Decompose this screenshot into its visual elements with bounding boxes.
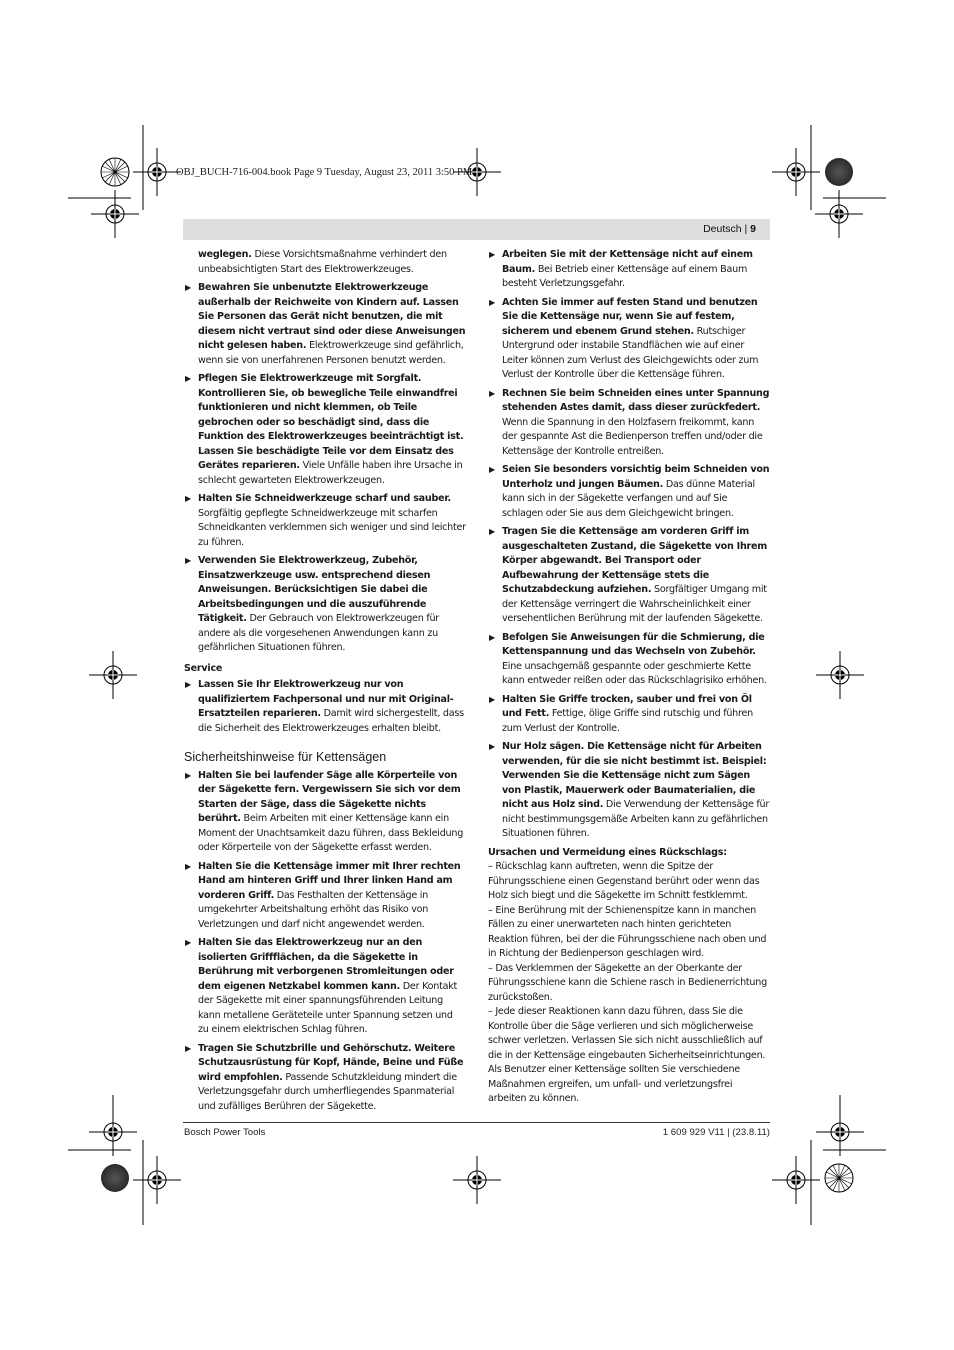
kickback-paragraph: – Das Verklemmen der Sägekette an der Oberkante der Führungsschiene kann die Schiene rasch in Bedienerrichtung zurückstoßen. [488, 962, 767, 1003]
item-bold: Seien Sie besonders vorsichtig beim Schneiden von Unterholz und jungen Bäumen. [502, 464, 770, 490]
footer-doc-number: 1 609 929 V11 | (23.8.11) [662, 1127, 770, 1138]
list-item [488, 631, 770, 689]
triangle-right-icon: ▶ [489, 250, 495, 259]
item-text: Bei Betrieb einer Kettensäge auf einem Baum besteht Verletzungsgefahr. [502, 263, 748, 289]
list-item [488, 740, 770, 842]
item-text: Elektrowerkzeuge sind gefährlich, wenn sie von unerfahrenen Personen benutzt werden. [198, 340, 464, 366]
item-text: Damit wird sichergestellt, dass die Sicherheit des Elektrowerkzeuges erhalten bleibt. [198, 708, 464, 734]
item-bold: Tragen Sie Schutzbrille und Gehörschutz. Weitere Schutzausrüstung für Kopf, Hände, Beine und Füße wird empfohlen. [198, 1042, 464, 1083]
kickback-paragraph: – Jede dieser Reaktionen kann dazu führen, dass Sie die Kontrolle über die Säge verlieren und sich möglicherweise schwer verletzen. Verlassen Sie sich nicht ausschließlich auf die in der Kettensäge eingebauten Sicherheitseinrichtungen. Als Benutzer einer Kettensäge sollten Sie verschiedene Maßnahmen ergreifen, um unfall- und verletzungsfrei arbeiten zu können. [488, 1006, 766, 1104]
footer-brand: Bosch Power Tools [184, 1127, 266, 1138]
item-bold: Nur Holz sägen. Die Kettensäge nicht für Arbeiten verwenden, für die sie nicht bestimmt ist. Beispiel: Verwenden Sie die Kettensäge nicht zum Sägen von Plastik, Mauerwerk oder Baumaterialien, die nicht aus Holz sind. [502, 741, 767, 810]
triangle-right-icon: ▶ [185, 680, 191, 689]
item-text: Der Kontakt der Sägekette mit einer spannungsführenden Leitung kann metallene Geräteteile unter Spannung setzen und zu einem elektrischen Schlag führen. [198, 980, 458, 1035]
list-item [488, 525, 770, 627]
list-item [184, 281, 466, 368]
triangle-right-icon: ▶ [489, 742, 495, 751]
item-text: Das Festhalten der Kettensäge in umgekehrter Arbeitshaltung erhöht das Risiko von Verletzungen und darf nicht angewendet werden. [198, 889, 429, 930]
item-text: Sorgfältiger Umgang mit der Kettensäge verringert die Wahrscheinlichkeit einer versehentlichen Berührung mit der laufenden Sägekette. [502, 584, 767, 624]
kickback-heading: Ursachen und Vermeidung eines Rückschlags: [488, 846, 727, 858]
triangle-right-icon: ▶ [489, 632, 495, 642]
triangle-right-icon: ▶ [489, 527, 495, 536]
item-text: Der Gebrauch von Elektrowerkzeugen für andere als die vorgesehenen Anwendungen kann zu gefährlichen Situationen führen. [198, 613, 439, 653]
list-item [184, 372, 466, 488]
service-heading: Service [184, 662, 223, 674]
item-text: Wenn die Spannung in den Holzfasern freikommt, kann der gespannte Ast die Bedienperson treffen und/oder die Kettensäge der Kontrolle entreißen. [502, 416, 763, 457]
item-bold: Verwenden Sie Elektrowerkzeug, Zubehör, Einsatzwerkzeuge usw. entsprechend diesen Anweisungen. Berücksichtigen Sie dabei die Arbeitsbedingungen und die auszuführende Tätigkeit. [198, 555, 431, 624]
crop-marks-top-right [772, 125, 886, 238]
item-bold: Rechnen Sie beim Schneiden eines unter Spannung stehenden Astes damit, dass dieser zurückfedert. [502, 387, 770, 413]
triangle-right-icon: ▶ [185, 494, 191, 503]
item-text: Eine unsachgemäß gespannte oder geschmierte Kette kann entweder reißen oder das Rückschlagrisiko erhöhen. [502, 660, 767, 686]
intro-paragraph [184, 248, 466, 277]
item-text: Das dünne Material kann sich in der Sägekette verfangen und auf Sie schlagen oder Sie aus dem Gleichgewicht bringen. [502, 478, 755, 519]
triangle-right-icon: ▶ [185, 1043, 191, 1053]
intro-bold: weglegen. [198, 249, 252, 260]
footer-rule [183, 1122, 770, 1123]
triangle-right-icon: ▶ [185, 556, 191, 565]
list-item [488, 463, 770, 521]
item-text: Die Verwendung der Kettensäge für nicht bestimmungsgemäße Arbeiten kann zu gefährlichen Situationen führen. [502, 799, 770, 839]
item-bold: Pflegen Sie Elektrowerkzeuge mit Sorgfalt. Kontrollieren Sie, ob bewegliche Teile einwandfrei funktionieren und nicht klemmen, ob Teile gebrochen oder so beschädigt sind, dass die Funktion des Elektrowerkzeuges beeinträchtigt ist. Lassen Sie beschädigte Teile vor dem Einsatz des Gerätes reparieren. [198, 373, 464, 471]
list-item [184, 492, 466, 550]
list-item [184, 1042, 466, 1115]
header-separator: | [741, 223, 751, 235]
item-text: Sorgfältig gepflegte Schneidwerkzeuge mit scharfen Schneidkanten verklemmen sich weniger und sind leichter zu führen. [198, 507, 466, 548]
triangle-right-icon: ▶ [489, 388, 495, 398]
item-bold: Tragen Sie die Kettensäge am vorderen Griff im ausgeschalteten Zustand, die Sägekette von Ihrem Körper abgewandt. Bei Transport oder Aufbewahrung der Kettensäge stets die Schutzabdeckung aufziehen. [502, 526, 768, 595]
triangle-right-icon: ▶ [185, 938, 191, 947]
right-column [488, 248, 770, 1107]
crop-marks-bottom-right [772, 1095, 886, 1225]
list-item [184, 936, 466, 1038]
item-bold: Halten Sie bei laufender Säge alle Körperteile von der Sägekette fern. Vergewissern Sie sich vor dem Starten der Säge, dass die Sägekette nichts berührt. [198, 769, 461, 824]
triangle-right-icon: ▶ [489, 297, 495, 307]
triangle-right-icon: ▶ [489, 694, 495, 704]
list-item [488, 693, 770, 737]
triangle-right-icon: ▶ [185, 861, 191, 871]
triangle-right-icon: ▶ [185, 374, 191, 383]
page-number: 9 [750, 223, 756, 235]
item-bold: Lassen Sie Ihr Elektrowerkzeug nur von qualifiziertem Fachpersonal und nur mit Original-Ersatzteilen reparieren. [198, 679, 454, 719]
section-heading: Sicherheitshinweise für Kettensägen [184, 750, 387, 764]
item-bold: Bewahren Sie unbenutzte Elektrowerkzeuge außerhalb der Reichweite von Kindern auf. Lassen Sie Personen das Gerät nicht benutzen, die mit diesem nicht vertraut sind oder diese Anweisungen nicht gelesen haben. [198, 282, 466, 351]
item-text: Beim Arbeiten mit einer Kettensäge kann ein Moment der Unachtsamkeit dazu führen, dass Bekleidung oder Körperteile von der Sägekette erfasst werden. [198, 813, 464, 853]
item-bold: Halten Sie die Kettensäge immer mit Ihrer rechten Hand am hinteren Griff und Ihrer linken Hand am vorderen Griff. [198, 860, 461, 901]
crop-marks-bottom-left [68, 1095, 181, 1225]
left-column [184, 248, 466, 1118]
print-slug-line: OBJ_BUCH-716-004.book Page 9 Tuesday, August 23, 2011 3:50 PM [176, 167, 473, 178]
list-item [184, 554, 466, 656]
item-text: Rutschiger Untergrund oder instabile Standflächen wie auf einer Leiter können zum Verlust des Gleichgewichts oder zum Verlust der Kontrolle über die Kettensäge führen. [502, 325, 759, 380]
triangle-right-icon: ▶ [185, 283, 191, 292]
item-bold: Arbeiten Sie mit der Kettensäge nicht auf einem Baum. [502, 249, 753, 275]
item-text: Viele Unfälle haben ihre Ursache in schlecht gewarteten Elektrowerkzeugen. [198, 460, 463, 486]
header-language: Deutsch [703, 223, 742, 235]
item-bold: Achten Sie immer auf festen Stand und benutzen Sie die Kettensäge nur, wenn Sie auf festem, sicherem und ebenem Grund stehen. [502, 296, 758, 337]
header-language-page [703, 223, 756, 235]
item-bold: Halten Sie Schneidwerkzeuge scharf und sauber. [198, 493, 451, 504]
item-text: Passende Schutzkleidung mindert die Verletzungsgefahr durch umherfliegendes Spanmaterial und zufälliges Berühren der Sägekette. [198, 1071, 457, 1112]
triangle-right-icon: ▶ [489, 465, 495, 474]
list-item [184, 860, 466, 933]
item-bold: Halten Sie das Elektrowerkzeug nur an den isolierten Griffflächen, da die Sägekette in Berührung mit verborgenen Stromleitungen oder dem eigenen Netzkabel kommen kann. [198, 937, 454, 992]
intro-text: Diese Vorsichtsmaßnahme verhindert den unbeabsichtigten Start des Elektrowerkzeuges. [198, 249, 447, 275]
list-item [488, 296, 770, 383]
item-bold: Befolgen Sie Anweisungen für die Schmierung, die Kettenspannung und das Wechseln von Zubehör. [502, 631, 765, 657]
list-item [488, 387, 770, 460]
crop-marks-top-left [68, 125, 181, 238]
item-bold: Halten Sie Griffe trocken, sauber und frei von Öl und Fett. [502, 693, 752, 719]
page-header [183, 219, 770, 240]
item-text: Fettige, ölige Griffe sind rutschig und führen zum Verlust der Kontrolle. [502, 708, 753, 734]
kickback-paragraph: – Eine Berührung mit der Schienenspitze kann in manchen Fällen zu einer unerwarteten nach hinten gerichteten Reaktion führen, bei der die Führungsschiene nach oben und in Richtung der Bedienperson geschlagen wird. [488, 904, 767, 959]
triangle-right-icon: ▶ [185, 770, 191, 780]
list-item [184, 769, 466, 856]
kickback-paragraph: – Rückschlag kann auftreten, wenn die Spitze der Führungsschiene einen Gegenstand berührt oder wenn das Holz sich biegt und die Sägekette im Schnitt festklemmt. [488, 861, 760, 901]
list-item [488, 248, 770, 292]
list-item [184, 678, 466, 736]
